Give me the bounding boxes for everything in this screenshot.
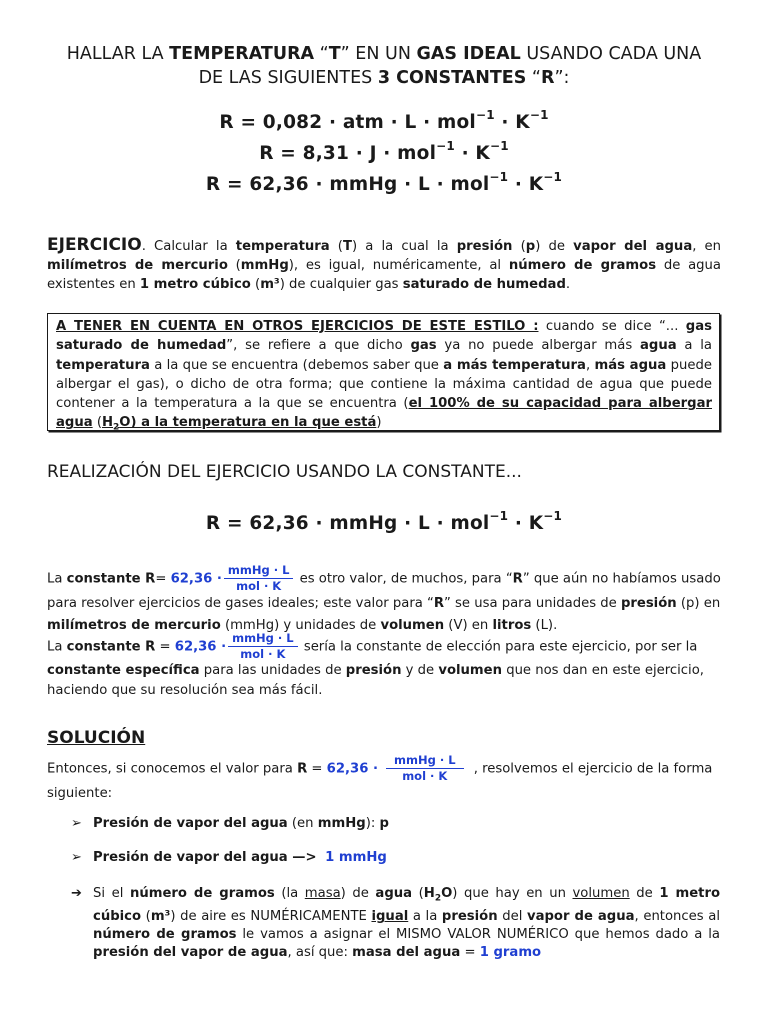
title-text: HALLAR LA	[66, 44, 170, 64]
arrow-bullet-icon: ➢	[71, 850, 82, 865]
para-text: sería la constante de elección para este ejercicio, por ser la	[299, 639, 698, 655]
formula-h: H	[423, 886, 435, 901]
pressure-value: 1 mmHg	[325, 850, 387, 865]
paragraph-constant-choice	[47, 632, 722, 701]
para-text: La	[47, 571, 67, 587]
para-underlined: volumen	[572, 886, 630, 901]
title-text-bold: R	[540, 68, 555, 88]
bullet-arrow-text: —>	[287, 850, 322, 865]
para-text: Entonces, si conocemos el valor para	[47, 761, 298, 777]
title-text-bold: 3 CONSTANTES	[377, 68, 527, 88]
para-bold: m³	[150, 909, 171, 925]
exercise-text: , en	[692, 239, 722, 254]
bullet-bold: mmHg	[317, 816, 366, 831]
mass-value: 1 gramo	[479, 945, 542, 961]
para-bold: presión	[345, 663, 402, 678]
fraction-denominator: mol · K	[236, 579, 282, 593]
exercise-text: (	[512, 239, 526, 254]
title-text: “	[314, 44, 329, 64]
fraction-denominator: mol · K	[402, 769, 448, 783]
exercise-bold: número de gramos	[508, 258, 657, 274]
note-text: ,	[585, 357, 595, 373]
para-text: (mmHg) y unidades de	[220, 618, 381, 633]
note-formula-subscript: 2	[113, 423, 120, 434]
fraction-numerator: mmHg · L	[224, 564, 294, 579]
para-text: para las unidades de	[199, 663, 346, 678]
bullet-vapor-pressure-value	[71, 849, 387, 867]
formula-exponent: −1	[489, 138, 509, 153]
constant-formula-3	[0, 169, 768, 195]
units-fraction	[386, 754, 464, 783]
units-fraction	[224, 564, 294, 593]
realizacion-heading: REALIZACIÓN DEL EJERCICIO USANDO LA CONSTANTE...	[47, 462, 522, 482]
note-bold: a más temperatura	[443, 357, 586, 373]
exercise-text: ) de	[535, 239, 574, 254]
formula-exponent: −1	[529, 107, 549, 122]
constant-formula-1	[0, 107, 768, 133]
para-text: (V) en	[444, 618, 493, 633]
exercise-bold: mmHg	[240, 258, 289, 274]
para-text: ) de aire es NUMÉRICAMENTE	[170, 909, 372, 925]
exercise-bold: m³	[260, 277, 280, 293]
para-bold: número de gramos	[93, 927, 237, 943]
exercise-bold: presión	[456, 239, 513, 254]
bullet-bold: Presión de vapor del agua	[93, 850, 288, 865]
para-text: de	[629, 886, 660, 901]
constant-value: 62,36 ·	[174, 639, 227, 655]
formula-exponent: −1	[543, 169, 563, 184]
bullet-vapor-pressure-symbol	[71, 815, 389, 833]
exercise-text: (	[227, 258, 241, 274]
exercise-bold: p	[525, 239, 536, 254]
bullet-bold: p	[379, 816, 389, 831]
note-box	[47, 313, 720, 434]
para-text: a la	[408, 909, 442, 925]
exercise-text: .	[565, 277, 571, 293]
para-bold: R	[512, 571, 523, 587]
para-text: , así que:	[287, 945, 353, 961]
exercise-bold: vapor del agua	[573, 239, 693, 254]
para-bold: constante específica	[47, 663, 200, 678]
fraction-numerator: mmHg · L	[386, 754, 464, 769]
para-bold: milímetros de mercurio	[47, 618, 221, 633]
solucion-heading: SOLUCIÓN	[47, 728, 146, 748]
selected-constant-formula	[0, 508, 768, 534]
formula-text: R = 8,31 · J · mol	[259, 143, 437, 164]
exercise-text: ) de cualquier gas	[279, 277, 403, 293]
para-text: =	[155, 639, 175, 655]
note-bold: gas saturado de humedad	[56, 319, 712, 354]
paragraph-conclusion	[93, 885, 720, 962]
exercise-bold: 1 metro cúbico	[139, 277, 251, 293]
exercise-text: ) a la cual la	[351, 239, 457, 254]
para-bold: volumen	[380, 618, 445, 633]
formula-exponent: −1	[489, 169, 509, 184]
exercise-text: de agua existentes en	[47, 258, 721, 293]
formula-text: · K	[508, 513, 544, 534]
para-text: (p) en	[676, 596, 721, 611]
para-text: y de	[401, 663, 439, 678]
para-bold: vapor de agua	[527, 909, 635, 925]
para-text: =	[307, 761, 327, 777]
title-text: DE LAS SIGUIENTES	[198, 68, 378, 88]
para-bold: número de gramos	[129, 886, 275, 901]
formula-exponent: −1	[543, 508, 563, 523]
note-text: a la	[676, 338, 712, 354]
final-arrow-marker	[71, 885, 93, 903]
note-text: )	[376, 415, 382, 431]
para-text: =	[460, 945, 480, 961]
exercise-bold: milímetros de mercurio	[47, 258, 228, 274]
para-text: ” que aún no habíamos usado para resolver ejercicios de gases ideales; este valor para “	[47, 571, 721, 611]
formula-exponent: −1	[475, 107, 495, 122]
note-bold-underlined: el 100% de su capacidad para albergar agua	[56, 396, 712, 431]
bullet-text: ):	[365, 816, 380, 831]
para-text: del	[497, 909, 527, 925]
constant-value: 62,36 ·	[326, 761, 378, 777]
para-bold: presión	[620, 596, 677, 611]
title-text-bold: TEMPERATURA	[169, 44, 315, 64]
para-bold: agua	[375, 886, 413, 901]
para-bold: constante R	[66, 639, 156, 655]
formula-exponent: −1	[436, 138, 455, 153]
para-bold: presión del vapor de agua	[93, 945, 288, 961]
para-bold: constante R	[66, 571, 156, 587]
note-bold: gas	[410, 338, 437, 354]
para-text: que nos dan en este ejercicio, haciendo que su resolución sea más fácil.	[47, 663, 704, 698]
title-text-bold: GAS IDEAL	[416, 44, 521, 64]
title-text: USANDO CADA UNA	[520, 44, 702, 64]
para-bold: 1 metro cúbico	[93, 886, 721, 925]
para-bold: litros	[492, 618, 532, 633]
arrow-right-icon: ➔	[71, 886, 82, 901]
exercise-bold: temperatura	[235, 239, 330, 254]
para-text: ) que hay en un	[452, 886, 573, 901]
fraction-numerator: mmHg · L	[228, 632, 298, 647]
exercise-text: . Calcular la	[141, 239, 236, 254]
exercise-heading: EJERCICIO	[47, 235, 142, 255]
formula-exponent: −1	[489, 508, 509, 523]
exercise-text: (	[329, 239, 343, 254]
para-text: Si el	[93, 886, 130, 901]
note-bold-underlined	[101, 415, 377, 434]
note-text: cuando se dice “...	[538, 319, 686, 334]
formula-text: R = 0,082 · atm · L · mol	[219, 112, 476, 133]
para-underlined: masa	[304, 886, 341, 901]
formula-text: · K	[494, 112, 530, 133]
para-text: ” se usa para unidades de	[444, 596, 621, 611]
title-text: ” EN UN	[340, 44, 417, 64]
note-bold: agua	[639, 338, 677, 354]
constant-formula-2	[0, 138, 768, 164]
page-title	[40, 42, 728, 90]
note-text: O) a la temperatura en la que está	[119, 415, 377, 431]
formula-text: R = 62,36 · mmHg · L · mol	[205, 174, 490, 195]
para-text: (	[141, 909, 151, 925]
para-text: , entonces al	[634, 909, 720, 925]
formula-text: · K	[508, 174, 544, 195]
para-text: (	[412, 886, 424, 901]
para-text: (la	[274, 886, 305, 901]
note-text: (	[92, 415, 102, 431]
exercise-statement	[47, 236, 721, 295]
units-fraction	[228, 632, 298, 661]
para-text: ) de	[340, 886, 376, 901]
arrow-bullet-icon: ➢	[71, 816, 82, 831]
note-heading: A TENER EN CUENTA EN OTROS EJERCICIOS DE ESTE ESTILO :	[56, 319, 539, 334]
note-text: ”, se refiere a que dicho	[226, 338, 411, 354]
para-text: La	[47, 639, 67, 655]
para-text: (L).	[531, 618, 558, 633]
para-bold-underlined: igual	[371, 909, 409, 925]
constant-value: 62,36 ·	[170, 571, 222, 587]
paragraph-constant-description	[47, 564, 722, 637]
paragraph-solution-intro	[47, 754, 722, 805]
para-text: =	[155, 571, 171, 587]
para-bold: masa del agua	[352, 945, 461, 961]
para-bold: R	[433, 596, 445, 611]
formula-subscript: 2	[434, 893, 442, 904]
title-text-bold: T	[328, 44, 341, 64]
exercise-text: ), es igual, numéricamente, al	[288, 258, 509, 274]
para-text: le vamos a asignar el MISMO VALOR NUMÉRICO que hemos dado a la	[236, 927, 720, 943]
formula-o: O	[441, 886, 453, 901]
title-text: ”:	[554, 68, 570, 88]
bullet-text: (en	[287, 816, 318, 831]
para-bold: presión	[441, 909, 498, 925]
formula-text: R = 62,36 · mmHg · L · mol	[205, 513, 490, 534]
water-formula	[423, 886, 453, 904]
exercise-bold: T	[342, 239, 352, 254]
para-text: , resolvemos el ejercicio de la forma siguiente:	[47, 761, 713, 801]
note-text: puede albergar el gas), o dicho de otra forma; que contiene la máxima cantidad de agua que puede contener a la temperatura a la que se encuentra (	[56, 357, 712, 412]
para-bold: volumen	[438, 663, 502, 678]
note-text: a la que se encuentra (debemos saber que	[149, 357, 444, 373]
note-bold: temperatura	[56, 357, 150, 373]
title-text: “	[526, 68, 541, 88]
exercise-bold: saturado de humedad	[402, 277, 566, 293]
bullet-bold: Presión de vapor del agua	[93, 816, 288, 831]
exercise-text: (	[250, 277, 261, 293]
para-bold: R	[297, 761, 308, 777]
formula-text: · K	[454, 143, 490, 164]
para-text: es otro valor, de muchos, para “	[295, 571, 513, 587]
note-bold: más agua	[594, 357, 667, 373]
note-text: ya no puede albergar más	[436, 338, 640, 354]
note-formula-h: H	[101, 415, 114, 431]
fraction-denominator: mol · K	[240, 647, 286, 661]
